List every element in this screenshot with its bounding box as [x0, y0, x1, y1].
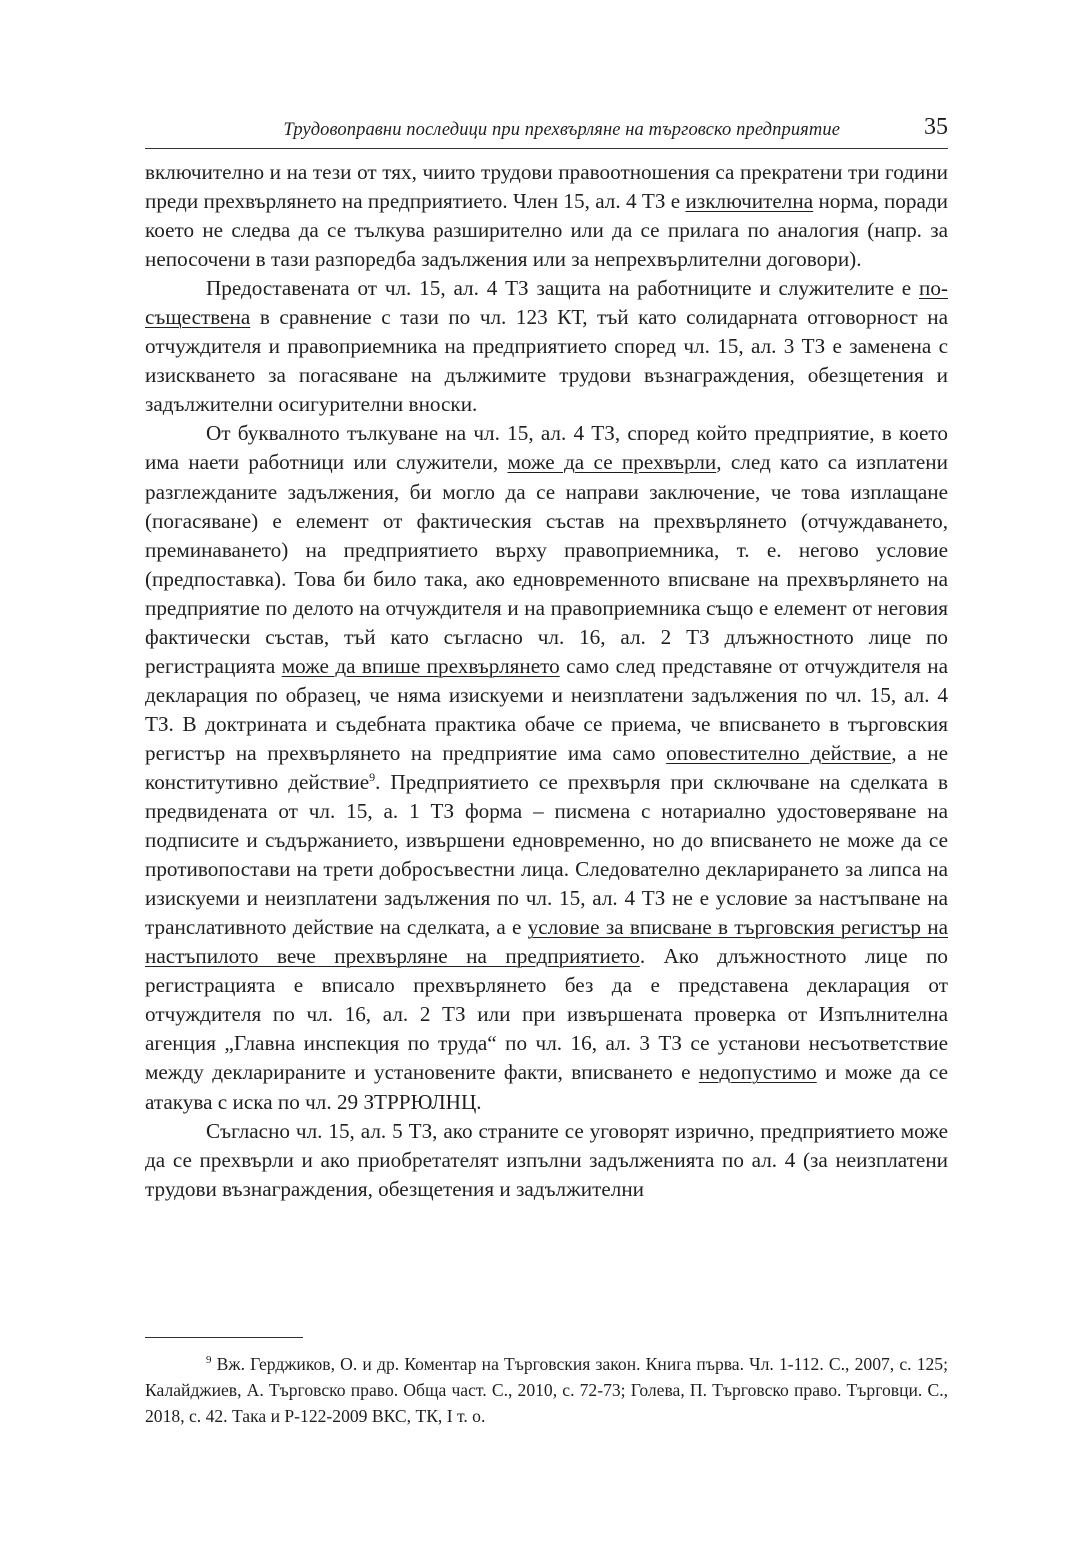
paragraph-3-text-4: , а не конститутивно действие: [145, 740, 948, 794]
paragraph-3: [145, 419, 948, 1116]
paragraph-2-text-1: Предоставената от чл. 15, ал. 4 ТЗ защита на работниците и служителите е: [206, 276, 919, 301]
body-text: [145, 158, 948, 1204]
underlined-term-may-transfer: може да се прехвърли: [507, 450, 717, 475]
underlined-term-may-register: може да впише прехвърлянето: [281, 653, 560, 678]
paragraph-3-text-2: , след като са изплатени разглежданите задължения, би могло да се направи заключение, че това изплащане (погасяване) е елемент от фактическия състав на прехвърлянето (отчуждаването, преминаването) на предприятието върху правоприемника, т. е. негово условие (предпоставка). Това би било така, ако едновременното вписване на прехвърлянето на предприятие по делото на отчуждителя и на правоприемника също е елемент от неговия фактически състав, тъй като съгласно чл. 16, ал. 2 ТЗ длъжностното лице по регистрацията: [145, 450, 948, 678]
paragraph-3-text-1: От буквалното тълкуване на чл. 15, ал. 4 ТЗ, според който предприятие, в което има наети работници или служители,: [145, 421, 948, 475]
underlined-term-more-substantial: по-съществена: [145, 276, 948, 330]
paragraph-4-text-1: Съгласно чл. 15, ал. 5 ТЗ, ако страните се уговорят изрично, предприятието може да се прехвърли и ако приобретателят изпълни задълженията по ал. 4 (за неизплатени трудови възнаграждения, обезщетения и задължителни: [145, 1118, 948, 1201]
running-title: Трудовоправни последици при прехвърляне на търговско предприятие: [283, 120, 840, 140]
underlined-term-inadmissible: недопустимо: [698, 1060, 817, 1085]
footnote-9: [145, 1352, 948, 1429]
footnote-number: 9: [206, 1354, 212, 1367]
footnote-divider: [145, 1337, 303, 1338]
paragraph-3-text-7: и може да се атакува с иска по чл. 29 ЗТРРЮЛНЦ.: [145, 1060, 949, 1114]
underlined-term-declaratory-effect: оповестително действие: [666, 740, 892, 765]
underlined-term-registration-condition: условие за вписване в търговския регистър на настъпилото вече прехвърляне на предприятието: [145, 915, 948, 969]
page-number: 35: [924, 114, 948, 140]
paragraph-2-text-2: в сравнение с тази по чл. 123 КТ, тъй като солидарната отговорност на отчуждителя и правоприемника на предприятието според чл. 15, ал. 3 ТЗ е заменена с изискването за погасяване на дължимите трудови възнаграждения, обезщетения и задължителни осигурителни вноски.: [145, 305, 948, 417]
paragraph-2: [145, 274, 948, 419]
running-header: [145, 112, 948, 149]
paragraph-1: [145, 158, 948, 274]
paragraph-1-text-1: включително и на тези от тях, чиито трудови правоотношения са прекратени три години преди прехвърлянето на предприятието. Член 15, ал. 4 ТЗ е: [145, 160, 948, 214]
paragraph-4: [145, 1117, 948, 1204]
paragraph-1-text-2: норма, поради което не следва да се тълкува разширително или да се прилага по аналогия (напр. за непосочени в тази разпоредба задължения или за непрехвърлителни договори).: [145, 189, 948, 272]
footnote-reference[interactable]: 9: [369, 769, 376, 784]
underlined-term-exclusive: изключителна: [685, 189, 814, 214]
paragraph-3-text-3: само след представяне от отчуждителя на декларация по образец, че няма изискуеми и неизплатени задължения по чл. 15, ал. 4 ТЗ. В доктрината и съдебната практика обаче се приема, че вписването в търговския регистър на прехвърлянето на предприятие има само: [145, 653, 948, 765]
footnote-text: Вж. Герджиков, О. и др. Коментар на Търговския закон. Книга първа. Чл. 1-112. С., 2007, с. 125; Калайджиев, А. Търговско право. Обща част. С., 2010, с. 72-73; Голева, П. Търговско право. Търговци. С., 2018, с. 42. Така и Р-122-2009 ВКС, ТК, I т. о.: [145, 1354, 948, 1426]
paragraph-3-text-6: . Ако длъжностното лице по регистрацията е вписало прехвърлянето без да е представена декларация от отчуждителя по чл. 16, ал. 2 ТЗ или при извършената проверка от Изпълнителна агенция „Главна инспекция по труда“ по чл. 16, ал. 3 ТЗ се установи несъответствие между декларираните и установените факти, вписването е: [145, 944, 948, 1085]
paragraph-3-text-5: . Предприятието се прехвърля при сключване на сделката в предвидената от чл. 15, а. 1 ТЗ форма – писмена с нотариално удостоверяване на подписите и съдържанието, извършени едновременно, но до вписването не може да се противопостави на трети добросъвестни лица. Следователно декларирането за липса на изискуеми и неизплатени задължения по чл. 15, ал. 4 ТЗ не е условие за настъпване на транслативното действие на сделката, а е: [145, 769, 948, 940]
